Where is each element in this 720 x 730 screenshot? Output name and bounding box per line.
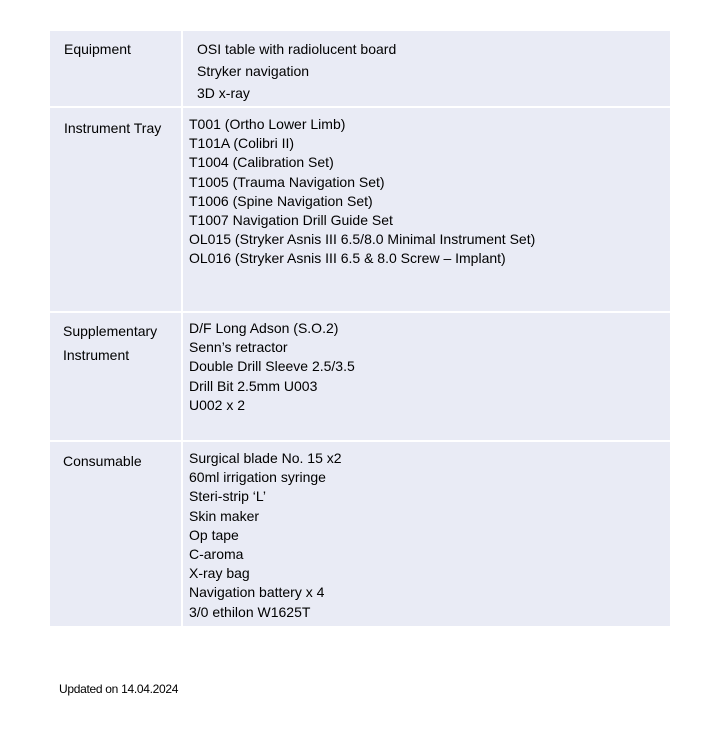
row-label-cell [50, 442, 183, 626]
list-item: 3/0 ethilon W1625T [189, 603, 311, 620]
row-label: Supplementary [63, 323, 158, 339]
list-item: T1004 (Calibration Set) [189, 154, 334, 171]
list-item: OL015 (Stryker Asnis III 6.5/8.0 Minimal Instrument Set) [189, 231, 536, 248]
updated-date-note: Updated on 14.04.2024 [59, 682, 179, 696]
row-label: Equipment [64, 41, 131, 57]
list-item: C-aroma [189, 546, 244, 563]
row-label: Instrument [63, 347, 130, 363]
list-item: Double Drill Sleeve 2.5/3.5 [189, 358, 355, 375]
row-value-cell [183, 442, 670, 626]
row-label-cell [50, 313, 183, 440]
row-value-cell [183, 31, 670, 106]
list-item: T001 (Ortho Lower Limb) [189, 116, 346, 132]
list-item: Drill Bit 2.5mm U003 [189, 377, 318, 394]
list-item: OL016 (Stryker Asnis III 6.5 & 8.0 Screw – Implant) [189, 250, 506, 267]
preparation-table [50, 31, 670, 626]
table-row-equipment [50, 31, 670, 106]
list-item: OSI table with radiolucent board [197, 41, 397, 57]
list-item: T1007 Navigation Drill Guide Set [189, 212, 393, 229]
row-value-cell [183, 108, 670, 311]
row-value-cell [183, 313, 670, 440]
list-item: X-ray bag [189, 565, 250, 582]
table-row-supplementary-instrument [50, 311, 670, 440]
list-item: 3D x-ray [197, 85, 250, 101]
list-item: Op tape [189, 526, 239, 543]
row-label: Consumable [63, 453, 142, 469]
list-item: Steri-strip ‘L’ [189, 488, 267, 505]
list-item: U002 x 2 [189, 396, 246, 413]
list-item: Surgical blade No. 15 x2 [189, 450, 342, 466]
item-list [197, 38, 670, 104]
item-list [189, 449, 670, 622]
list-item: T101A (Colibri II) [189, 135, 295, 152]
list-item: T1006 (Spine Navigation Set) [189, 192, 373, 209]
list-item: Navigation battery x 4 [189, 584, 325, 601]
row-label: Instrument Tray [64, 120, 162, 136]
list-item: Skin maker [189, 507, 260, 524]
table-row-consumable [50, 440, 670, 626]
item-list [189, 115, 670, 269]
table-row-instrument-tray [50, 106, 670, 311]
list-item: Senn’s retractor [189, 339, 288, 356]
row-label-cell [50, 31, 183, 106]
list-item: 60ml irrigation syringe [189, 469, 326, 486]
list-item: T1005 (Trauma Navigation Set) [189, 173, 385, 190]
item-list [189, 319, 670, 415]
row-label-cell [50, 108, 183, 311]
list-item: Stryker navigation [197, 63, 310, 79]
list-item: D/F Long Adson (S.O.2) [189, 320, 339, 336]
